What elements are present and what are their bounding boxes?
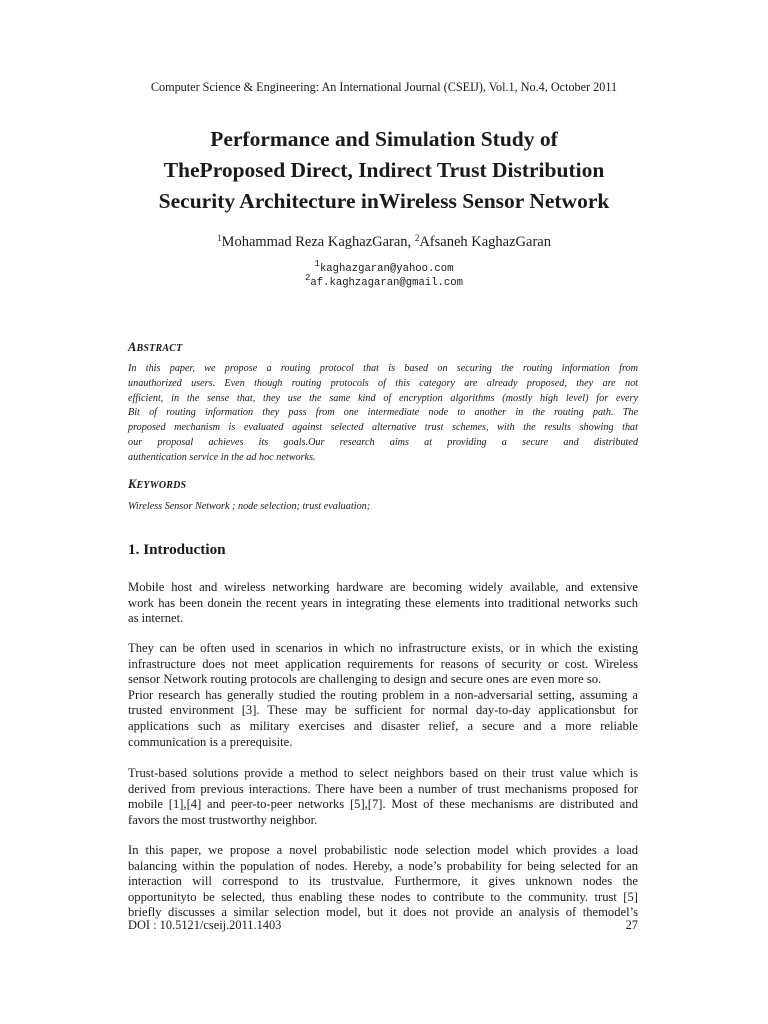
author-affiliation-mark: 1 [217, 233, 222, 243]
body-paragraph [128, 843, 638, 921]
abstract-line: proposed mechanism is evaluated against selected alternative trust schemes, with the results showing that [128, 422, 638, 434]
email-line [0, 259, 768, 276]
page-footer [128, 918, 638, 933]
paragraph-line: Prior research has generally studied the routing problem in a non-adversarial setting, assuming a [128, 687, 638, 702]
paragraph-line: favors the most trustworthy neighbor. [128, 812, 318, 827]
author-affiliation-mark: 2 [414, 233, 420, 243]
journal-header: Computer Science & Engineering: An International Journal (CSEIJ), Vol.1, No.4, October 2011 [150, 80, 618, 94]
title-line: Security Architecture inWireless Sensor Network [158, 189, 610, 213]
paragraph-line: mobile [1],[4] and peer-to-peer networks [5],[7]. Most of these mechanisms are distributed and [128, 797, 638, 812]
heading-rest: EYWORDS [136, 480, 187, 491]
author-list [0, 234, 768, 251]
paragraph-line: They can be often used in scenarios in which no infrastructure exists, or in which the existing [128, 641, 638, 655]
paragraph-line: as internet. [128, 611, 184, 626]
paragraph-line: interaction will correspond to its trustvalue. Furthermore, it gives unknown nodes the [128, 874, 638, 889]
section-heading: 1. Introduction [128, 541, 226, 558]
paragraph-line: In this paper, we propose a novel probabilistic node selection model which provides a load [128, 843, 638, 857]
abstract-line: authentication service in the ad hoc networks. [128, 451, 316, 463]
author-email: kaghazgaran@yahoo.com [319, 263, 454, 275]
title-line: Performance and Simulation Study of [210, 127, 558, 151]
paragraph-line: derived from previous interactions. There have been a number of trust mechanisms proposed for [128, 781, 638, 796]
abstract-line: unauthorized users. Even though routing protocols of this category are already proposed, they are not [128, 377, 638, 389]
paragraph-line: balancing within the population of nodes. Hereby, a node’s probability for being selected for an [128, 858, 638, 873]
heading-initial: A [128, 340, 137, 354]
author-emails [0, 259, 768, 290]
heading-initial: K [128, 477, 137, 491]
paragraph-line: trusted environment [3]. These may be sufficient for normal day-to-day applicationsbut for [128, 703, 638, 718]
abstract-line: Bit of routing information they pass from one intermediate node to another in the routing path. The [128, 407, 638, 419]
title-line: TheProposed Direct, Indirect Trust Distribution [163, 158, 605, 182]
paragraph-line: briefly discusses a similar selection model, but it does not provide an analysis of themodel’s [128, 905, 638, 920]
paragraph-line: sensor Network routing protocols are challenging to design and secure ones are even more so. [128, 672, 602, 687]
paragraph-line: Mobile host and wireless networking hardware are becoming widely available, and extensive [128, 580, 638, 594]
keywords-heading [128, 477, 186, 492]
page-number: 27 [625, 918, 638, 932]
abstract-line: In this paper, we propose a routing protocol that is based on securing the routing information from [128, 363, 638, 374]
author-email: af.kaghzagaran@gmail.com [310, 277, 463, 289]
author-name: Mohammad Reza KaghazGaran, [221, 234, 415, 250]
abstract-line: efficient, in the sense that, they use the same kind of encryption algorithms (mostly high level) for every [128, 392, 638, 404]
email-affiliation-mark: 2 [305, 273, 311, 283]
paragraph-line: opportunityto be selected, thus enabling these nodes to contribute to the community. trust [5] [128, 889, 638, 904]
body-paragraph [128, 580, 638, 627]
heading-rest: BSTRACT [136, 343, 183, 354]
abstract-heading [128, 340, 182, 355]
paragraph-line: work has been donein the recent years in integrating these elements into traditional networks such [128, 595, 638, 610]
keywords-text: Wireless Sensor Network ; node selection; trust evaluation; [128, 501, 371, 512]
paragraph-line: communication is a prerequisite. [128, 734, 293, 749]
author-name: Afsaneh KaghazGaran [419, 234, 551, 250]
abstract-body [128, 362, 638, 466]
paragraph-line: Trust-based solutions provide a method to select neighbors based on their trust value which is [128, 766, 638, 780]
body-paragraph [128, 766, 638, 828]
email-line [0, 273, 768, 290]
doi-text: DOI : 10.5121/cseij.2011.1403 [128, 918, 282, 932]
email-affiliation-mark: 1 [314, 259, 320, 269]
body-paragraph [128, 641, 638, 750]
paper-title [84, 124, 684, 217]
paragraph-line: infrastructure does not meet application requirements for reasons of security or cost. Wireless [128, 656, 638, 671]
paragraph-line: applications such as military exercises and disaster relief, a secure and a more reliable [128, 718, 638, 733]
abstract-line: our proposal achieves its goals.Our research aims at providing a secure and distributed [128, 436, 638, 448]
